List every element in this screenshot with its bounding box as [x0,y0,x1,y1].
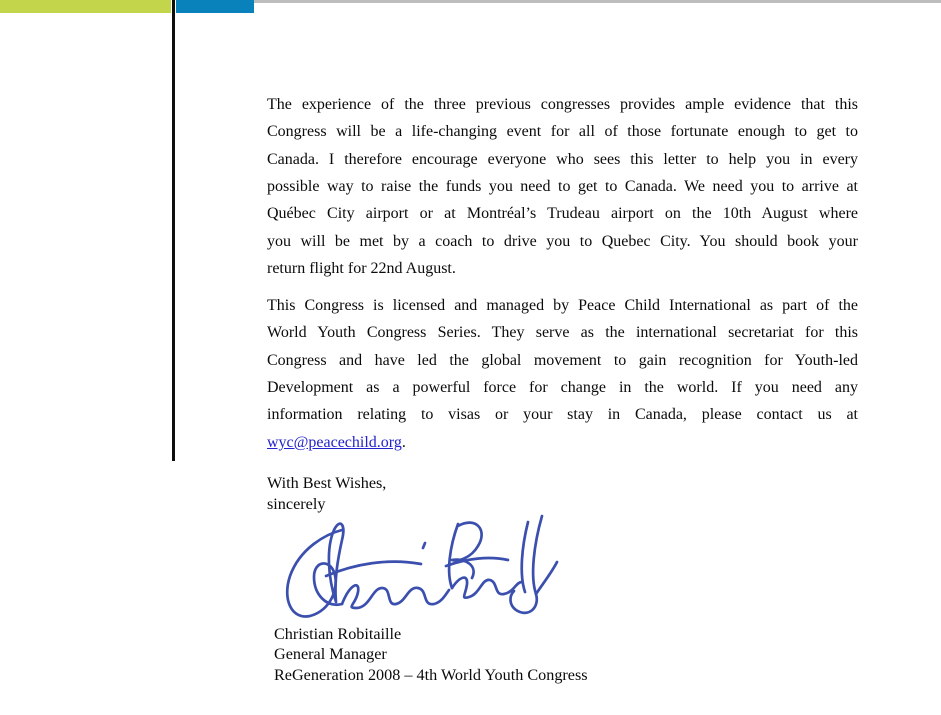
paragraph-line: World Youth Congress Series. They serve as the international secretariat for this [267,324,858,342]
paragraph-line: The experience of the three previous congresses provides ample evidence that this [267,96,858,113]
paragraph-line: possible way to raise the funds you need to get to Canada. We need you to arrive at [267,178,858,196]
paragraph-2 [267,292,858,456]
paragraph-line [267,429,858,456]
closing-block [267,473,667,515]
paragraph-line: Development as a powerful force for change in the world. If you need any [267,379,858,397]
paragraph-line: return flight for 22nd August. [267,260,456,278]
vertical-rule [172,0,175,461]
closing-line: sincerely [267,495,326,513]
link-trailing-period: . [401,433,406,451]
paragraph-line: information relating to visas or your stay in Canada, please contact us at [267,406,858,424]
email-link[interactable]: wyc@peacechild.org [267,433,402,451]
signatory-organization: ReGeneration 2008 – 4th World Youth Congress [274,665,588,684]
green-accent-bar [0,0,171,13]
paragraph-line: Canada. I therefore encourage everyone who sees this letter to help you in every [267,150,858,168]
paragraph-line: Congress and have led the global movement to gain recognition for Youth-led [267,351,858,369]
signatory-name: Christian Robitaille [274,625,402,643]
closing-line: With Best Wishes, [267,474,387,492]
paragraph-line: Québec City airport or at Montréal’s Trudeau airport on the 10th August where [267,205,858,223]
signatory-title: General Manager [274,645,387,664]
paragraph-line: This Congress is licensed and managed by Peace Child International as part of the [267,297,858,314]
blue-accent-bar [176,0,254,13]
paragraph-1 [267,91,858,282]
signatory-block [274,624,694,685]
paragraph-line: you will be met by a coach to drive you to Quebec City. You should book your [267,232,858,250]
signature-image [276,514,568,626]
letter-body [267,0,858,715]
paragraph-line: Congress will be a life-changing event for all of those fortunate enough to get to [267,123,858,141]
